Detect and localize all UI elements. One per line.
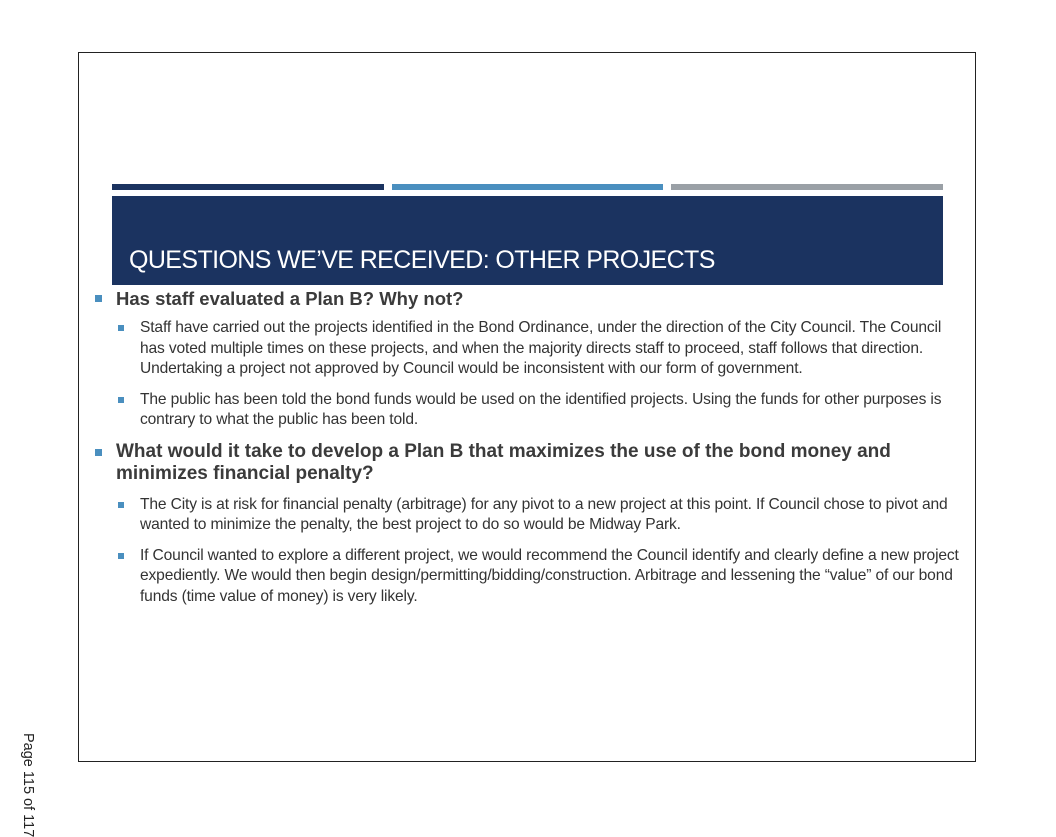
slide-title: QUESTIONS WE’VE RECEIVED: OTHER PROJECTS [129, 246, 715, 274]
square-bullet-icon [118, 553, 124, 559]
square-bullet-icon [95, 449, 102, 456]
title-band [112, 196, 943, 285]
question-block-2 [92, 441, 964, 608]
square-bullet-icon [118, 502, 124, 508]
answer-1-2 [92, 390, 964, 431]
question-1-text: Has staff evaluated a Plan B? Why not? [116, 288, 464, 309]
page-number: Page 115 of 117 [20, 733, 36, 837]
answer-list-2 [92, 495, 964, 608]
accent-bar-blue [392, 184, 663, 190]
accent-bar-gray [671, 184, 943, 190]
square-bullet-icon [118, 325, 124, 331]
question-2 [92, 441, 964, 485]
answer-list-1 [92, 318, 964, 431]
slide-content [92, 287, 964, 617]
answer-2-2 [92, 546, 964, 608]
answer-1-1 [92, 318, 964, 380]
answer-1-1-text: Staff have carried out the projects identified in the Bond Ordinance, under the direction of the City Council. The Council has voted multiple times on these projects, and when the majority directs staff to proceed, staff follows that direction. Undertaking a project not approved by Council would be inconsistent with our form of government. [140, 319, 942, 377]
square-bullet-icon [95, 295, 102, 302]
square-bullet-icon [118, 397, 124, 403]
accent-bar-dark [112, 184, 384, 190]
question-2-text: What would it take to develop a Plan B that maximizes the use of the bond money and minimizes financial penalty? [116, 440, 891, 484]
answer-2-1 [92, 495, 964, 536]
question-1 [92, 287, 964, 310]
answer-2-2-text: If Council wanted to explore a different project, we would recommend the Council identify and clearly define a new project expediently. We would then begin design/permitting/bidding/construction. Arbitrage and lessening the “value” of our bond funds (time value of money) is very likely. [140, 546, 959, 605]
answer-2-1-text: The City is at risk for financial penalty (arbitrage) for any pivot to a new project at this point. If Council chose to pivot and wanted to minimize the penalty, the best project to do so would be Midway Park. [140, 495, 948, 533]
answer-1-2-text: The public has been told the bond funds would be used on the identified projects. Using the funds for other purposes is contrary to what the public has been told. [140, 390, 942, 428]
question-block-1 [92, 287, 964, 431]
